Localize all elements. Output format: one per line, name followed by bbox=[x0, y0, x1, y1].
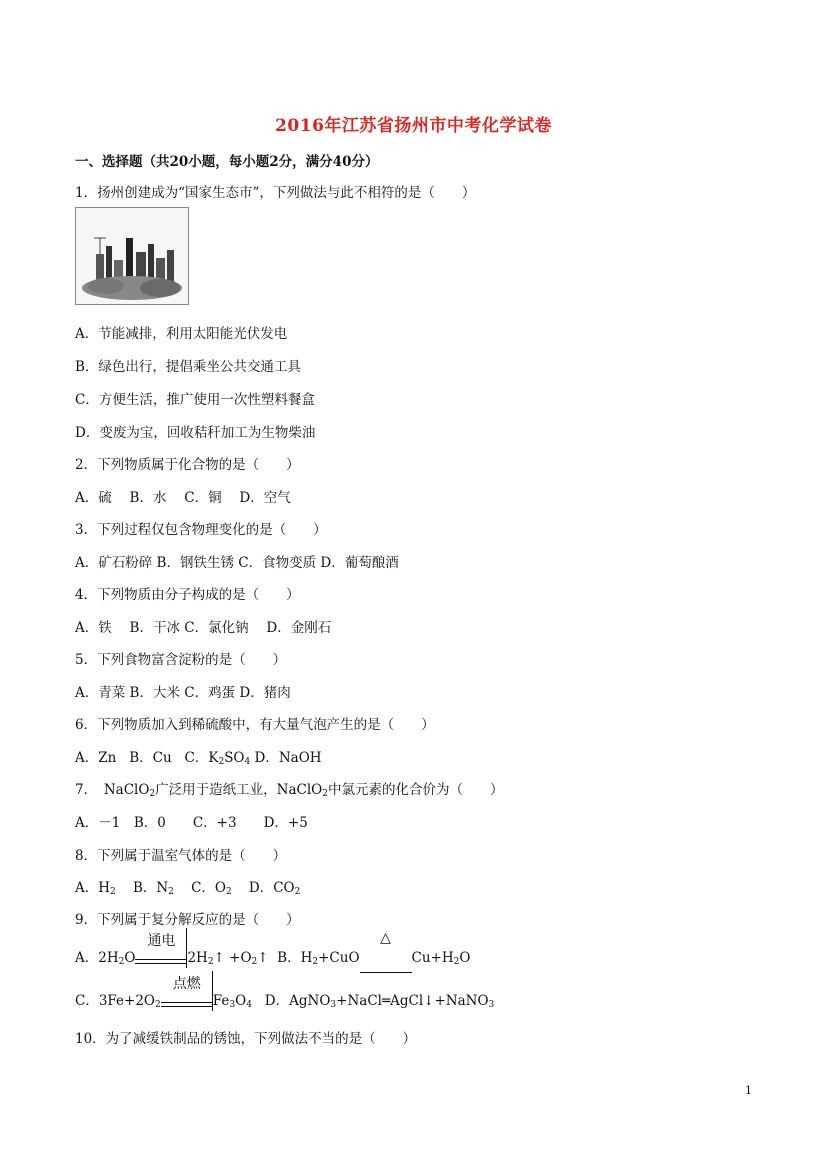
question-1-option-b: B．绿色出行，提倡乘坐公共交通工具 bbox=[75, 359, 301, 375]
city-skyline-illustration bbox=[76, 208, 188, 304]
q9-c-product: Fe bbox=[212, 993, 230, 1009]
q9-b-reactant: +CuO bbox=[318, 950, 360, 966]
q9-d-sub: 3 bbox=[330, 1000, 337, 1010]
q8-option-c-sub: 2 bbox=[225, 887, 232, 897]
q9-c-sub: 2 bbox=[155, 1000, 161, 1010]
q9-d-reactant: +NaCl bbox=[336, 993, 382, 1009]
question-3-options: A．矿石粉碎 B．钢铁生锈 C．食物变质 D．葡萄酿酒 bbox=[75, 555, 399, 571]
q8-option-a: A．H bbox=[75, 880, 111, 896]
q9-a-product2: +O bbox=[224, 950, 252, 966]
q9-a-product1: 2H bbox=[187, 950, 208, 966]
q9-a-label: A．2H bbox=[75, 950, 119, 966]
q9-b-condition bbox=[360, 930, 412, 966]
q8-option-d-sub: 2 bbox=[294, 887, 301, 897]
q9-b-o: O bbox=[459, 950, 471, 966]
q9-d-product2: +NaNO bbox=[434, 993, 489, 1009]
q9-d-product: AgCl bbox=[390, 993, 424, 1009]
q9-d-arrow: ↓ bbox=[423, 993, 435, 1009]
q9-d-label: D．AgNO bbox=[264, 993, 331, 1009]
q8-option-a-sub: 2 bbox=[110, 887, 116, 897]
q9-a-divider bbox=[186, 928, 187, 968]
q9-c-condition-text: 点燃 bbox=[172, 976, 201, 992]
question-1-option-c: C．方便生活，推广使用一次性塑料餐盒 bbox=[75, 392, 315, 408]
question-10-stem: 10．为了减缓铁制品的锈蚀，下列做法不当的是（ ） bbox=[75, 1031, 417, 1047]
question-7-stem bbox=[75, 778, 503, 799]
question-3-stem: 3．下列过程仅包含物理变化的是（ ） bbox=[75, 522, 327, 538]
q9-c-condition bbox=[161, 976, 213, 1009]
q8-option-b: B．N bbox=[132, 880, 169, 896]
question-2-options: A．硫 B．水 C．铜 D．空气 bbox=[75, 490, 291, 506]
q7-sub1: 2 bbox=[149, 789, 156, 799]
question-1-option-d: D．变废为宝，回收秸秆加工为生物柴油 bbox=[75, 425, 316, 441]
question-7-options: A．－1 B．0 C．+3 D．+5 bbox=[75, 815, 308, 831]
q9-a-condition bbox=[135, 933, 187, 966]
page-number: 1 bbox=[745, 1084, 752, 1097]
question-9-options-cd bbox=[75, 976, 495, 1010]
question-9-options-ab bbox=[75, 930, 471, 967]
q6-option-c-sub1: 2 bbox=[218, 757, 225, 767]
question-5-options: A．青菜 B．大米 C．鸡蛋 D．猪肉 bbox=[75, 685, 291, 701]
q7-post: 中氯元素的化合价为（ ） bbox=[327, 782, 504, 798]
q9-c-label: C．3Fe+2O bbox=[75, 993, 156, 1009]
q9-a-arrow1: ↑ bbox=[213, 950, 225, 966]
q9-c-divider bbox=[212, 971, 213, 1011]
q7-mid: 广泛用于造纸工业，NaClO bbox=[155, 782, 323, 798]
q9-c-product-sub1: 3 bbox=[229, 1000, 236, 1010]
q6-option-b: B．Cu bbox=[129, 750, 172, 766]
question-9-stem: 9．下列属于复分解反应的是（ ） bbox=[75, 912, 300, 928]
q9-a-arrow2: ↑ bbox=[257, 950, 269, 966]
q9-b-sub: 2 bbox=[312, 957, 319, 967]
q7-sub2: 2 bbox=[322, 789, 328, 799]
q9-c-equals-bar bbox=[161, 1002, 213, 1007]
q6-option-c bbox=[185, 750, 251, 766]
section-heading: 一、选择题（共20小题，每小题2分，满分40分） bbox=[75, 154, 379, 170]
question-4-stem: 4．下列物质由分子构成的是（ ） bbox=[75, 587, 300, 603]
q9-b-product: Cu+H bbox=[411, 950, 454, 966]
question-1-option-a: A．节能减排，利用太阳能光伏发电 bbox=[75, 326, 288, 342]
question-6-stem: 6．下列物质加入到稀硫酸中，有大量气泡产生的是（ ） bbox=[75, 717, 435, 733]
q6-option-c-mid: SO bbox=[224, 750, 245, 766]
q9-a-o: O bbox=[124, 950, 136, 966]
q6-option-c-text: C．K bbox=[184, 750, 219, 766]
q6-option-a: A．Zn bbox=[75, 750, 117, 766]
question-1-stem: 1．扬州创建成为“国家生态市”，下列做法与此不相符的是（ ） bbox=[75, 185, 476, 201]
q9-a-product2-sub: 2 bbox=[251, 957, 258, 967]
question-8-options bbox=[75, 876, 300, 897]
question-8-stem: 8．下列属于温室气体的是（ ） bbox=[75, 848, 287, 864]
q9-c-o: O bbox=[235, 993, 247, 1009]
q9-a-equals-bar bbox=[135, 959, 187, 964]
q9-b-equals-bar bbox=[360, 972, 412, 973]
q9-b-product-sub: 2 bbox=[453, 957, 460, 967]
question-4-options: A．铁 B．干冰 C．氯化钠 D．金刚石 bbox=[75, 620, 332, 636]
q9-d-equals: ═ bbox=[381, 993, 391, 1009]
q6-option-c-sub2: 4 bbox=[244, 757, 251, 767]
q9-a-sub: 2 bbox=[118, 957, 125, 967]
page-title: 2016年江苏省扬州市中考化学试卷 bbox=[275, 116, 552, 136]
q9-b-label: B．H bbox=[277, 950, 313, 966]
q8-option-c: C．O bbox=[191, 880, 226, 896]
city-skyline-image bbox=[75, 207, 189, 305]
q7-pre: 7． NaClO bbox=[75, 782, 150, 798]
q9-c-product-sub2: 4 bbox=[246, 1000, 252, 1010]
q6-option-d: D．NaOH bbox=[254, 750, 322, 766]
q9-b-condition-text: △ bbox=[380, 930, 391, 946]
question-6-options bbox=[75, 746, 322, 767]
question-2-stem: 2．下列物质属于化合物的是（ ） bbox=[75, 457, 300, 473]
q9-a-product1-sub: 2 bbox=[207, 957, 214, 967]
q8-option-d: D．CO bbox=[248, 880, 295, 896]
q8-option-b-sub: 2 bbox=[168, 887, 174, 897]
q9-a-condition-text: 通电 bbox=[147, 933, 176, 949]
q9-d-product2-sub: 3 bbox=[488, 1000, 495, 1010]
question-5-stem: 5．下列食物富含淀粉的是（ ） bbox=[75, 652, 287, 668]
